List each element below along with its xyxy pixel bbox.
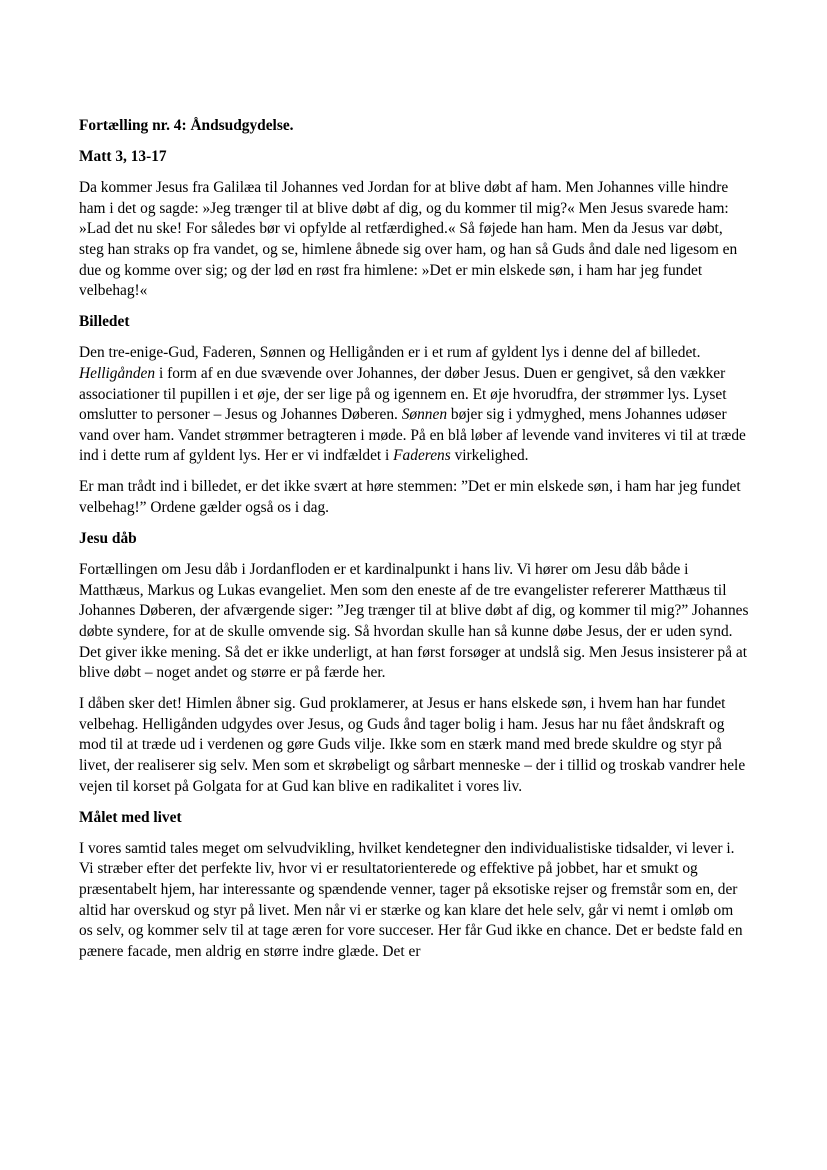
emphasis-soennen: Sønnen — [401, 406, 448, 424]
document-page — [79, 116, 749, 962]
jesu-daab-paragraph-1: Fortællingen om Jesu dåb i Jordanfloden er et kardinalpunkt i hans liv. Vi hører om Jesu dåb både i Matthæus, Markus og Lukas evangeliet. Men som den eneste af de tre evangelister refererer Matthæus til Johannes Døberen, der afværgende siger: ”Jeg trænger til at blive døbt af dig, og kommer til mig?” Johannes døbte syndere, for at de skulle omvende sig. Så hvordan skulle han så kunne døbe Jesus, der er uden synd. Det giver ikke mening. Så det er ikke underligt, at han først forsøger at undslå sig. Men Jesus insisterer på at blive døbt – noget andet og større er på færde her. — [79, 561, 749, 682]
billedet-paragraph-2: Er man trådt ind i billedet, er det ikke svært at høre stemmen: ”Det er min elskede søn, i ham har jeg fundet velbehag!” Ordene gælder også os i dag. — [79, 478, 741, 516]
document-title: Fortælling nr. 4: Åndsudgydelse. — [79, 117, 294, 134]
emphasis-faderens: Faderens — [393, 447, 451, 465]
billedet-paragraph-1 — [79, 343, 749, 467]
text-run: i form af en due svævende over Johannes, der døber Jesus. Duen er gengivet, så den vækker associationer til pupillen i et øje, der ser lige på og igennem en. Et øje hvorudfra, der strømmer lys. Lyset omslutter to personer – Jesus og Johannes Døberen. — [79, 364, 727, 424]
section-heading-maalet: Målet med livet — [79, 808, 182, 826]
text-run: virkelighed. — [450, 447, 529, 465]
section-heading-jesu-daab: Jesu dåb — [79, 530, 137, 548]
text-run: bøjer sig i ydmyghed, mens Johannes udøser vand over ham. Vandet strømmer betragteren i møde. På en blå løber af levende vand inviteres vi til at træde ind i dette rum af gyldent lys. Her er vi indfældet i — [79, 406, 746, 465]
section-heading-billedet: Billedet — [79, 313, 130, 331]
scripture-text: Da kommer Jesus fra Galilæa til Johannes ved Jordan for at blive døbt af ham. Men Johannes ville hindre ham i det og sagde: »Jeg trænger til at blive døbt af dig, og du kommer til mig?« Men Jesus svarede ham: »Lad det nu ske! For således bør vi opfylde al retfærdighed.« Så føjede han ham. Men da Jesus var døbt, steg han straks op fra vandet, og se, himlene åbnede sig over ham, og han så Guds ånd dale ned ligesom en due og komme over sig; og der lød en røst fra himlene: »Det er min elskede søn, i ham har jeg fundet velbehag!« — [79, 179, 738, 300]
scripture-reference: Matt 3, 13-17 — [79, 148, 167, 166]
text-run: Den tre-enige-Gud, Faderen, Sønnen og Helligånden er i et rum af gyldent lys i denne del af billedet. — [79, 344, 701, 362]
maalet-paragraph-1: I vores samtid tales meget om selvudvikling, hvilket kendetegner den individualistiske tidsalder, vi lever i. Vi stræber efter det perfekte liv, hvor vi er resultatorienterede og effektive på jobbet, har et smukt og præsentabelt hjem, har interessante og spændende venner, tager på eksotiske rejser og fremstår som en, der altid har overskud og styr på livet. Men når vi er stærke og kan klare det hele selv, går vi nemt i omløb om os selv, og kommer selv til at tage æren for vore succeser. Her får Gud ikke en chance. Det er bedste fald en pænere facade, men aldrig en større indre glæde. Det er — [79, 839, 743, 960]
emphasis-helligaanden: Helligånden — [79, 364, 156, 382]
jesu-daab-paragraph-2: I dåben sker det! Himlen åbner sig. Gud proklamerer, at Jesus er hans elskede søn, i hvem han har fundet velbehag. Helligånden udgydes over Jesus, og Guds ånd tager bolig i ham. Jesus har nu fået åndskraft og mod til at træde ud i verdenen og gøre Guds vilje. Ikke som en stærk mand med brede skuldre og styr på livet, der realiserer sig selv. Men som et skrøbeligt og sårbart menneske – der i tillid og troskab vandrer hele vejen til korset på Golgata for at Gud kan blive en radikalitet i vores liv. — [79, 695, 746, 795]
